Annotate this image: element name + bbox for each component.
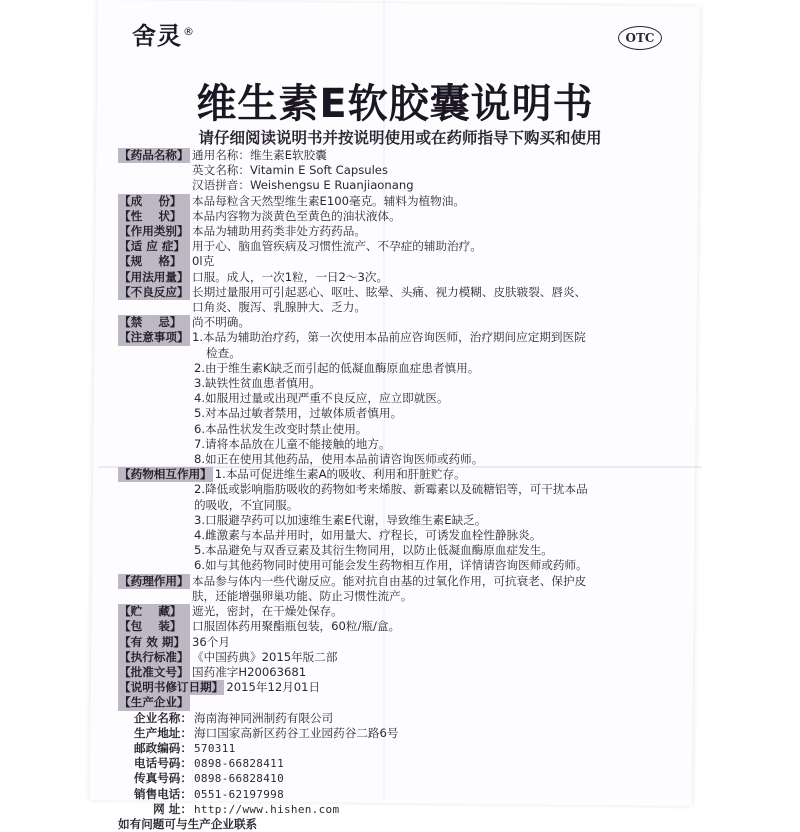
section-spec: [118, 254, 678, 269]
section-label: 【适 应 症】: [118, 239, 190, 254]
section-text: 本品每粒含天然型维生素E100毫克。辅料为植物油。: [192, 193, 465, 208]
section-text: 0l克: [192, 254, 215, 269]
section-label: 【执行标准】: [119, 649, 189, 664]
section-ingredients: [118, 194, 678, 209]
section-text: 2015年12月01日: [226, 680, 321, 695]
manufacturer-field: 生产地址： 海口国家高新区药谷工业园药谷二路6号: [134, 725, 399, 740]
section-character: [118, 209, 678, 224]
section-drug-name: [118, 148, 678, 163]
interaction-item-cont: 的吸收，不宜同服。: [194, 497, 299, 512]
interaction-item: 5.本品避免与双香豆素及其衍生物同用，以防止低凝血酶原血症发生。: [194, 543, 553, 558]
section-label: 【有 效 期】: [118, 635, 190, 650]
precaution-item: 5.对本品过敏者禁用，过敏体质者慎用。: [194, 406, 403, 421]
precaution-item: 2.由于维生素K缺乏而引起的低凝血酶原血症患者慎用。: [194, 360, 480, 375]
section-label: 【作用类别】: [119, 224, 189, 239]
section-text: 遮光，密封，在干燥处保存。: [192, 604, 343, 619]
english-name: 英文名称：Vitamin E Soft Capsules: [192, 163, 388, 178]
section-text: 本品参与体内一些代谢反应。能对抗自由基的过氧化作用，可抗衰老、保护皮: [192, 573, 587, 588]
precaution-item: 4.如服用过量或出现严重不良反应，应立即就医。: [194, 391, 449, 406]
section-label: 【批准文号】: [119, 664, 189, 679]
section-text: 本品内容物为淡黄色至黄色的油状液体。: [192, 208, 401, 223]
interaction-item: 4.雌激素与本品并用时，如用量大、疗程长，可诱发血栓性静脉炎。: [194, 528, 542, 543]
section-precautions: [118, 330, 678, 345]
section-label: 【药物相互作用】: [119, 467, 212, 482]
section-storage: [118, 604, 678, 619]
section-text: 口服固体药用聚酯瓶包装，60粒/瓶/盒。: [192, 619, 401, 634]
section-adverse: [118, 285, 678, 300]
section-label: 【性 状】: [118, 209, 190, 224]
section-label: 【规 格】: [118, 254, 190, 269]
interaction-item: 2.降低或影响脂肪吸收的药物如考来烯胺、新霉素以及硫糖铝等，可干扰本品: [194, 482, 588, 497]
interaction-item: 3.口服避孕药可以加速维生素E代谢，导致维生素E缺乏。: [194, 512, 487, 527]
section-text-cont: 肤，还能增强卵巢功能、防止习惯性流产。: [192, 588, 413, 603]
manufacturer-website[interactable]: 网 址： http://www.hishen.com: [153, 801, 340, 816]
manufacturer-field: 企业名称： 海南海神同洲制药有限公司: [134, 710, 334, 725]
manufacturer-field: 销售电话： 0551-62197998: [134, 786, 284, 801]
section-text: 36个月: [192, 634, 230, 649]
manufacturer-field: 邮政编码： 570311: [134, 740, 236, 755]
section-approval: [118, 665, 678, 680]
section-label: 【用法用量】: [119, 269, 189, 284]
section-label: 【成 份】: [118, 194, 190, 209]
section-label: 【禁 忌】: [118, 315, 190, 330]
section-package: [118, 619, 678, 634]
section-text: 本品为辅助用药类非处方药药品。: [192, 224, 366, 239]
section-label: 【说明书修订日期】: [119, 680, 224, 695]
otc-badge: OTC: [618, 26, 662, 50]
page-title: 维生素E软胶囊说明书: [196, 81, 594, 127]
section-text: 《中国药典》2015年版二部: [192, 649, 338, 664]
leaflet-content: [118, 148, 678, 832]
section-text: 长期过量服用可引起恶心、呕吐、眩晕、头痛、视力模糊、皮肤皲裂、唇炎、: [192, 284, 587, 299]
section-interactions: [118, 467, 678, 482]
section-text: 用于心、脑血管疾病及习惯性流产、不孕症的辅助治疗。: [192, 239, 482, 254]
brand-logo: 舍灵®: [132, 22, 195, 50]
manufacturer-field: 电话号码： 0898-66828411: [134, 756, 284, 771]
interaction-item: 6.如与其他药物同时使用可能会发生药物相互作用，详情请咨询医师或药师。: [194, 558, 588, 573]
section-text: 口服。成人，一次1粒，一日2～3次。: [192, 269, 389, 284]
section-dosage: [118, 270, 678, 285]
interaction-item: 1.本品可促进维生素A的吸收、利用和肝脏贮存。: [214, 467, 466, 482]
precaution-item: 7.请将本品放在儿童不能接触的地方。: [194, 436, 391, 451]
pinyin-name: 汉语拼音：Weishengsu E Ruanjiaonang: [192, 178, 414, 193]
section-validity: [118, 635, 678, 650]
footer-note: 如有问题可与生产企业联系: [118, 816, 258, 831]
section-label: 【注意事项】: [119, 330, 189, 345]
section-label: 【生产企业】: [119, 695, 189, 710]
section-pharmacology: [118, 574, 678, 589]
section-text-cont: 口角炎、腹泻、乳腺肿大、乏力。: [192, 300, 366, 315]
section-category: [118, 224, 678, 239]
section-contra: [118, 315, 678, 330]
section-standard: [118, 650, 678, 665]
section-indications: [118, 239, 678, 254]
section-manufacturer: [118, 695, 678, 710]
section-revision: [118, 680, 678, 695]
section-label: 【不良反应】: [119, 284, 189, 299]
page-subtitle: 请仔细阅读说明书并按说明使用或在药师指导下购买和使用: [198, 129, 602, 147]
precaution-item: 8.如正在使用其他药品，使用本品前请咨询医师或药师。: [194, 452, 484, 467]
section-text: 尚不明确。: [192, 315, 250, 330]
precaution-item-cont: 检查。: [206, 345, 241, 360]
generic-name: 通用名称：维生素E软胶囊: [192, 148, 327, 162]
section-label: 【药理作用】: [119, 573, 189, 588]
precaution-item: 6.本品性状发生改变时禁止使用。: [194, 421, 368, 436]
section-label: 【药品名称】: [119, 148, 189, 162]
precaution-item: 3.缺铁性贫血患者慎用。: [194, 376, 321, 391]
precaution-item: 1.本品为辅助治疗药，第一次使用本品前应咨询医师，治疗期间应定期到医院: [192, 330, 586, 345]
section-label: 【包 装】: [118, 619, 190, 634]
section-text: 国药准字H20063681: [192, 664, 307, 679]
section-label: 【贮 藏】: [118, 604, 190, 619]
manufacturer-field: 传真号码： 0898-66828410: [134, 771, 284, 786]
